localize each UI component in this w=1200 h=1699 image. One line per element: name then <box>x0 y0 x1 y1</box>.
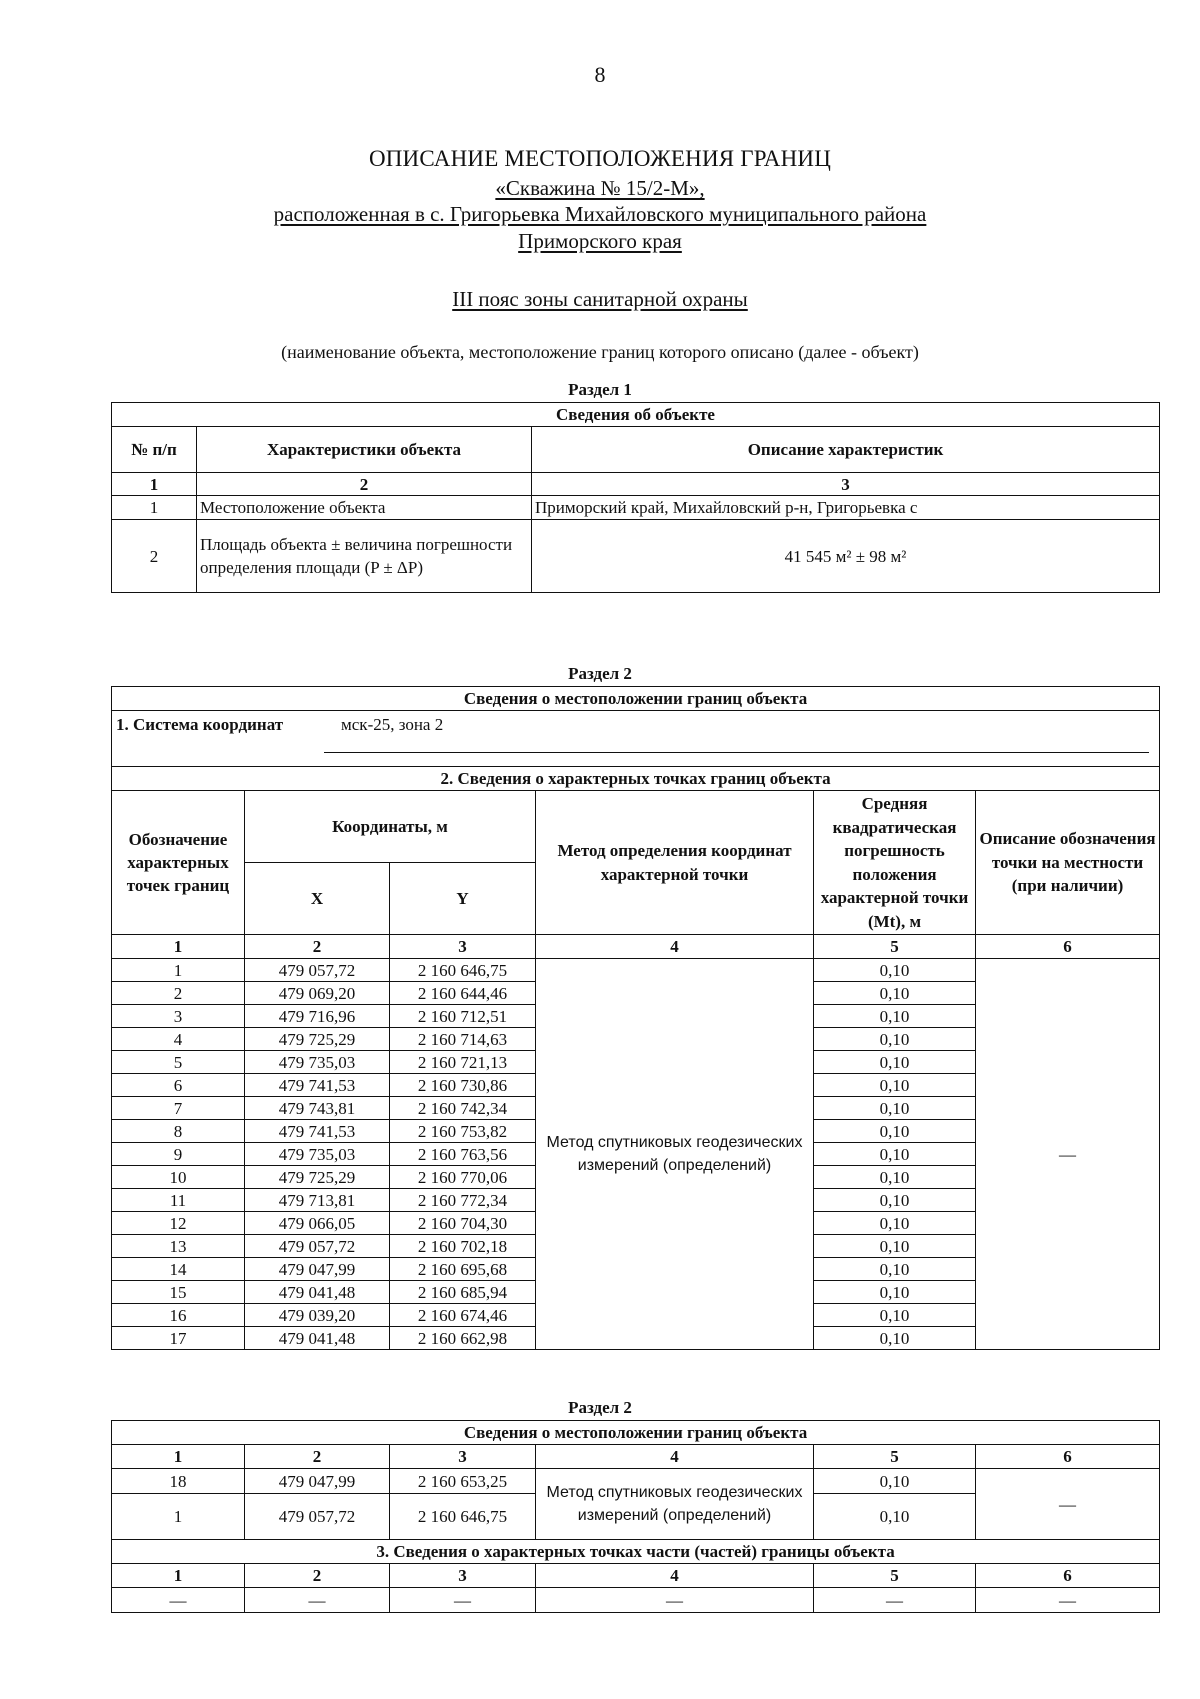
point-number: 14 <box>112 1258 245 1281</box>
point-x: 479 741,53 <box>245 1074 390 1097</box>
point-x: 479 716,96 <box>245 1005 390 1028</box>
point-y: 2 160 770,06 <box>390 1166 536 1189</box>
coordinate-system-row <box>112 711 1160 767</box>
col-number: 3 <box>532 473 1160 496</box>
point-x: 479 743,81 <box>245 1097 390 1120</box>
point-y: 2 160 653,25 <box>390 1469 536 1494</box>
row-number: 1 <box>112 496 197 520</box>
point-number: 8 <box>112 1120 245 1143</box>
point-error: 0,10 <box>814 1469 976 1494</box>
point-x: 479 735,03 <box>245 1051 390 1074</box>
point-y: 2 160 772,34 <box>390 1189 536 1212</box>
boundary-points-continued-table <box>111 1420 1160 1613</box>
point-y: 2 160 721,13 <box>390 1051 536 1074</box>
coordinate-system-value: мск-25, зона 2 <box>341 715 444 734</box>
col-header-characteristic: Характеристики объекта <box>197 427 532 473</box>
point-x: 479 041,48 <box>245 1281 390 1304</box>
point-y: 2 160 730,86 <box>390 1074 536 1097</box>
col-number: 1 <box>112 473 197 496</box>
point-y: 2 160 674,46 <box>390 1304 536 1327</box>
col-header-point-description: Описание обозначения точки на местности (при наличии) <box>976 791 1160 935</box>
point-x: 479 725,29 <box>245 1028 390 1051</box>
object-location: расположенная в с. Григорьевка Михайловского муниципального района <box>273 202 927 226</box>
point-error: 0,10 <box>814 1028 976 1051</box>
col-number: 4 <box>536 1564 814 1588</box>
point-y: 2 160 753,82 <box>390 1120 536 1143</box>
point-y: 2 160 695,68 <box>390 1258 536 1281</box>
point-x: 479 069,20 <box>245 982 390 1005</box>
point-x: 479 041,48 <box>245 1327 390 1350</box>
point-number: 15 <box>112 1281 245 1304</box>
col-number: 6 <box>976 1564 1160 1588</box>
zone-title: III пояс зоны санитарной охраны <box>452 287 748 311</box>
point-y: 2 160 662,98 <box>390 1327 536 1350</box>
point-x: 479 057,72 <box>245 1494 390 1540</box>
point-x: 479 057,72 <box>245 959 390 982</box>
point-y: 2 160 702,18 <box>390 1235 536 1258</box>
coordinate-system-underline <box>324 752 1149 753</box>
point-error: 0,10 <box>814 1304 976 1327</box>
col-number: 2 <box>245 1445 390 1469</box>
col-number: 3 <box>390 935 536 959</box>
col-header-coordinates: Координаты, м <box>245 791 536 863</box>
point-number: 11 <box>112 1189 245 1212</box>
point-number: 1 <box>112 959 245 982</box>
characteristic-value: Приморский край, Михайловский р-н, Григорьевка с <box>532 496 1160 520</box>
point-x: 479 047,99 <box>245 1258 390 1281</box>
point-error: 0,10 <box>814 1051 976 1074</box>
point-y: 2 160 646,75 <box>390 1494 536 1540</box>
point-number: 13 <box>112 1235 245 1258</box>
point-number: 5 <box>112 1051 245 1074</box>
table-row <box>112 1588 1160 1613</box>
page-number: 8 <box>594 62 606 87</box>
point-error: 0,10 <box>814 982 976 1005</box>
point-x: 479 741,53 <box>245 1120 390 1143</box>
point-error: 0,10 <box>814 1235 976 1258</box>
point-number: 18 <box>112 1469 245 1494</box>
col-number: 2 <box>197 473 532 496</box>
col-number: 5 <box>814 1445 976 1469</box>
point-error: 0,10 <box>814 1005 976 1028</box>
point-description: — <box>976 959 1160 1350</box>
point-method: Метод спутниковых геодезических измерений (определений) <box>536 1469 814 1540</box>
col-number: 6 <box>976 1445 1160 1469</box>
col-number: 4 <box>536 1445 814 1469</box>
col-number: 2 <box>245 1564 390 1588</box>
point-number: 6 <box>112 1074 245 1097</box>
point-y: 2 160 714,63 <box>390 1028 536 1051</box>
parts-header: 3. Сведения о характерных точках части (частей) границы объекта <box>112 1540 1160 1564</box>
point-error: 0,10 <box>814 1212 976 1235</box>
coordinate-system-label: 1. Система координат <box>116 715 284 734</box>
col-number: 1 <box>112 1564 245 1588</box>
table-row <box>112 496 1160 520</box>
table-row <box>112 959 1160 982</box>
point-error: 0,10 <box>814 1074 976 1097</box>
point-y: 2 160 742,34 <box>390 1097 536 1120</box>
section-2-label: Раздел 2 <box>568 664 632 683</box>
point-error: 0,10 <box>814 1494 976 1540</box>
points-header: 2. Сведения о характерных точках границ объекта <box>112 767 1160 791</box>
col-number: 5 <box>814 935 976 959</box>
table-row <box>112 1469 1160 1494</box>
col-header-method: Метод определения координат характерной точки <box>536 791 814 935</box>
col-number: 5 <box>814 1564 976 1588</box>
point-number: 3 <box>112 1005 245 1028</box>
part-cell: — <box>245 1588 390 1613</box>
characteristic-name: Местоположение объекта <box>197 496 532 520</box>
point-number: 1 <box>112 1494 245 1540</box>
object-caption: (наименование объекта, местоположение границ которого описано (далее - объект) <box>281 342 919 362</box>
object-name: «Скважина № 15/2-М», <box>495 176 705 200</box>
point-description: — <box>976 1469 1160 1540</box>
point-error: 0,10 <box>814 1097 976 1120</box>
point-error: 0,10 <box>814 1120 976 1143</box>
point-y: 2 160 712,51 <box>390 1005 536 1028</box>
point-error: 0,10 <box>814 1166 976 1189</box>
col-number: 3 <box>390 1564 536 1588</box>
part-cell: — <box>390 1588 536 1613</box>
section-2b-header: Сведения о местоположении границ объекта <box>112 1421 1160 1445</box>
point-y: 2 160 646,75 <box>390 959 536 982</box>
col-number: 4 <box>536 935 814 959</box>
point-number: 7 <box>112 1097 245 1120</box>
point-number: 12 <box>112 1212 245 1235</box>
col-header-y: Y <box>390 863 536 935</box>
col-header-number: № п/п <box>112 427 197 473</box>
document-title: ОПИСАНИЕ МЕСТОПОЛОЖЕНИЯ ГРАНИЦ <box>368 146 832 171</box>
point-y: 2 160 763,56 <box>390 1143 536 1166</box>
point-error: 0,10 <box>814 1143 976 1166</box>
point-y: 2 160 704,30 <box>390 1212 536 1235</box>
col-header-error: Средняя квадратическая погрешность положения характерной точки (Mt), м <box>814 791 976 935</box>
part-cell: — <box>814 1588 976 1613</box>
point-x: 479 039,20 <box>245 1304 390 1327</box>
point-x: 479 725,29 <box>245 1166 390 1189</box>
characteristic-name: Площадь объекта ± величина погрешности определения площади (P ± ΔP) <box>197 520 532 593</box>
point-error: 0,10 <box>814 1327 976 1350</box>
section-2b-label: Раздел 2 <box>568 1398 632 1417</box>
col-header-x: X <box>245 863 390 935</box>
row-number: 2 <box>112 520 197 593</box>
col-number: 1 <box>112 1445 245 1469</box>
part-cell: — <box>112 1588 245 1613</box>
part-cell: — <box>536 1588 814 1613</box>
object-region: Приморского края <box>518 229 682 253</box>
point-x: 479 057,72 <box>245 1235 390 1258</box>
section-2-header: Сведения о местоположении границ объекта <box>112 687 1160 711</box>
col-number: 2 <box>245 935 390 959</box>
boundary-points-table <box>111 686 1160 1350</box>
point-error: 0,10 <box>814 1281 976 1304</box>
point-x: 479 047,99 <box>245 1469 390 1494</box>
col-header-designation: Обозначение характерных точек границ <box>112 791 245 935</box>
section-1-header: Сведения об объекте <box>112 403 1160 427</box>
col-number: 6 <box>976 935 1160 959</box>
table-row <box>112 520 1160 593</box>
point-x: 479 066,05 <box>245 1212 390 1235</box>
points-body <box>112 959 1160 1350</box>
part-cell: — <box>976 1588 1160 1613</box>
point-y: 2 160 685,94 <box>390 1281 536 1304</box>
point-number: 9 <box>112 1143 245 1166</box>
point-y: 2 160 644,46 <box>390 982 536 1005</box>
point-number: 16 <box>112 1304 245 1327</box>
point-number: 17 <box>112 1327 245 1350</box>
col-number: 1 <box>112 935 245 959</box>
point-number: 2 <box>112 982 245 1005</box>
point-method: Метод спутниковых геодезических измерений (определений) <box>536 959 814 1350</box>
point-number: 4 <box>112 1028 245 1051</box>
point-error: 0,10 <box>814 959 976 982</box>
point-x: 479 735,03 <box>245 1143 390 1166</box>
col-header-description: Описание характеристик <box>532 427 1160 473</box>
point-number: 10 <box>112 1166 245 1189</box>
section-1-label: Раздел 1 <box>568 380 632 399</box>
col-number: 3 <box>390 1445 536 1469</box>
point-error: 0,10 <box>814 1258 976 1281</box>
characteristic-value: 41 545 м² ± 98 м² <box>532 520 1160 593</box>
point-x: 479 713,81 <box>245 1189 390 1212</box>
object-info-table <box>111 402 1160 593</box>
point-error: 0,10 <box>814 1189 976 1212</box>
